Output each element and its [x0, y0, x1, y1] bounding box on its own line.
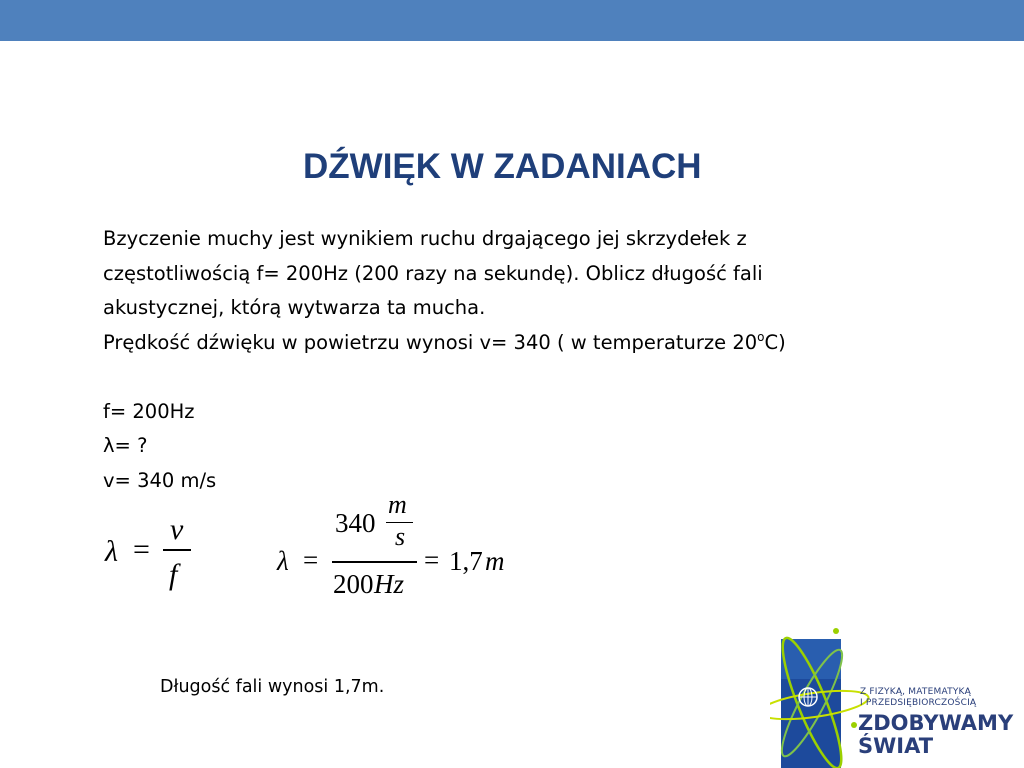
logo-title-1: ZDOBYWAMY	[858, 711, 1014, 735]
problem-line-3: akustycznej, którą wytwarza ta mucha.	[103, 296, 486, 319]
formula2-unit-m: m	[388, 490, 407, 519]
formula1-fraction-bar	[163, 549, 191, 551]
given-wavelength: λ= ?	[103, 434, 148, 457]
header-bar	[0, 0, 1024, 41]
slide-title: DŹWIĘK W ZADANIACH	[303, 147, 702, 186]
formula2-denominator-value: 200	[333, 569, 374, 599]
problem-line-1: Bzyczenie muchy jest wynikiem ruchu drgającego jej skrzydełek z	[103, 227, 747, 250]
formula1-lambda: λ	[105, 535, 118, 568]
formula2-fraction-bar	[332, 561, 417, 563]
formula2-equals-2: =	[424, 545, 440, 575]
problem-line-4	[103, 326, 923, 361]
formula2-numerator-value: 340	[335, 508, 376, 538]
formula2-equals-1: =	[303, 545, 319, 575]
formula2-denominator-unit: Hz	[374, 569, 405, 599]
formula2-unit-s: s	[395, 522, 406, 551]
project-logo	[770, 625, 1024, 768]
formula-wavelength-definition	[103, 512, 213, 602]
problem-line-2: częstotliwością f= 200Hz (200 razy na sekundę). Oblicz długość fali	[103, 261, 763, 285]
formula2-result: 1,7	[449, 546, 483, 576]
logo-tagline-1: Z FIZYKĄ, MATEMATYKĄ	[860, 687, 971, 697]
conclusion-text: Długość fali wynosi 1,7m.	[160, 677, 385, 697]
formula2-lambda: λ	[277, 546, 289, 576]
degree-superscript: o	[757, 329, 765, 344]
speed-statement: Prędkość dźwięku w powietrzu wynosi v= 340 ( w temperaturze 20	[103, 330, 758, 354]
formula1-numerator: v	[170, 513, 184, 546]
formula1-equals: =	[133, 533, 150, 566]
spacer	[103, 360, 923, 395]
formula-calculation	[277, 490, 522, 602]
formula1-denominator: f	[169, 558, 178, 591]
formula2-result-unit: m	[485, 546, 505, 576]
given-frequency: f= 200Hz	[103, 399, 195, 423]
problem-text	[103, 222, 923, 498]
logo-tagline-2: I PRZEDSIĘBIORCZOŚCIĄ	[860, 698, 977, 708]
given-speed: v= 340 m/s	[103, 468, 217, 492]
celsius-unit: C)	[764, 330, 786, 354]
logo-title-2: ŚWIAT	[858, 734, 934, 758]
